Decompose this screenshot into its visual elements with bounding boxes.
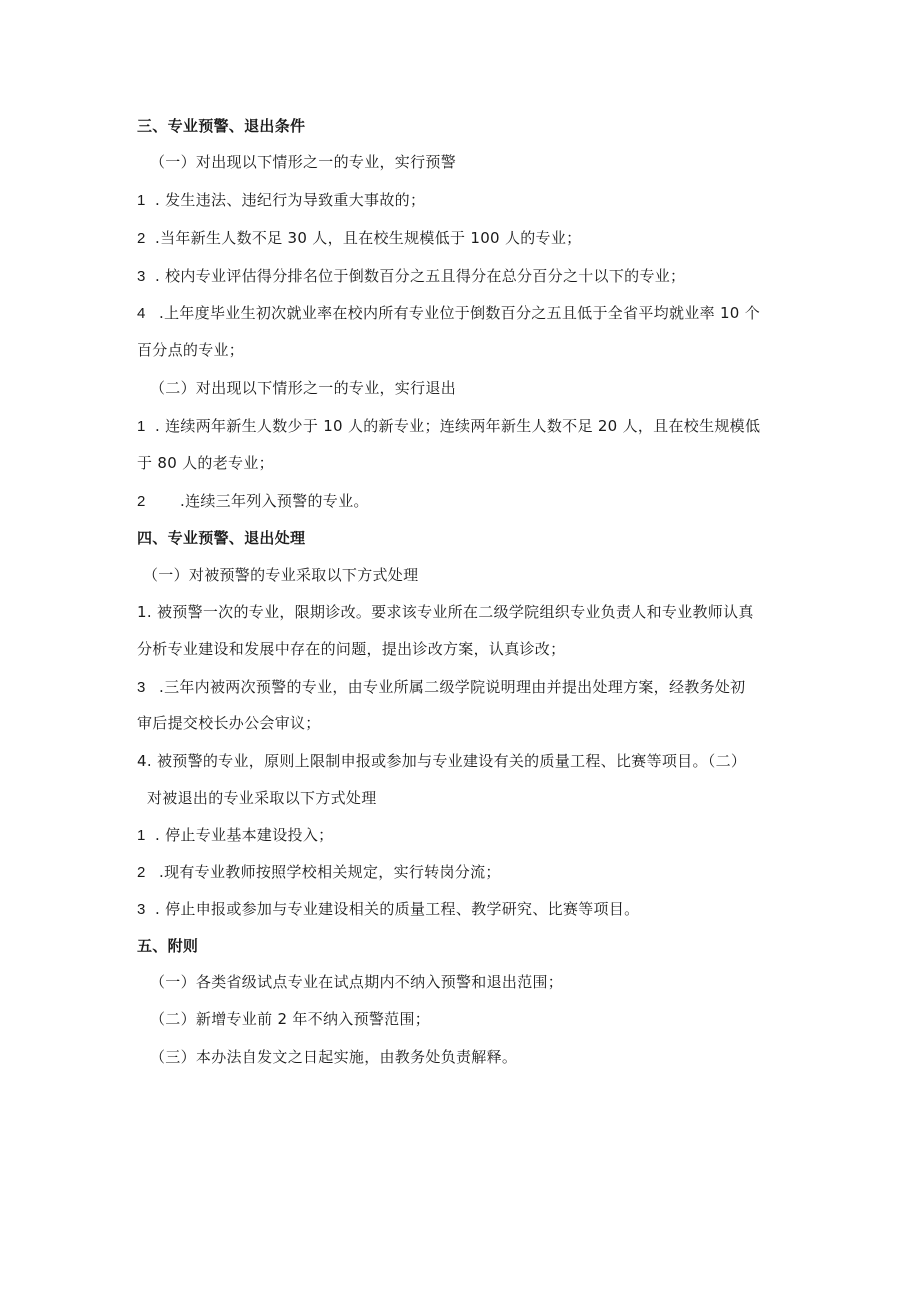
subheading-warning-handling: （一）对被预警的专业采取以下方式处理 [143,566,419,584]
item-number: 2 [137,864,146,881]
item-text: . 校内专业评估得分排名位于倒数百分之五且得分在总分百分之十以下的专业； [155,267,686,285]
item-number: 1 [137,827,146,844]
list-item [137,303,760,324]
list-item [137,677,745,698]
item-number: 1 [137,418,146,435]
item-number: 3 [137,679,146,696]
item-text: .现有专业教师按照学校相关规定，实行转岗分流； [159,863,501,881]
item-number: 4 [137,305,146,322]
appendix-item: （三）本办法自发文之日起实施，由教务处负责解释。 [150,1048,518,1066]
item-number: 2 [137,230,146,247]
item-number: 3 [137,901,146,918]
list-item-continuation: 于 80 人的老专业； [137,454,274,472]
list-item [137,266,685,287]
item-text: .当年新生人数不足 30 人，且在校生规模低于 100 人的专业； [155,229,582,247]
item-number: 3 [137,268,146,285]
list-item [137,228,581,249]
subheading-exit-conditions: （二）对出现以下情形之一的专业，实行退出 [150,379,457,397]
item-text: .三年内被两次预警的专业，由专业所属二级学院说明理由并提出处理方案，经教务处初 [159,678,746,696]
list-item-continuation: 百分点的专业； [137,341,245,359]
section-heading-4: 四、专业预警、退出处理 [137,529,306,547]
list-item [137,190,425,211]
paragraph: 1. 被预警一次的专业，限期诊改。要求该专业所在二级学院组织专业负责人和专业教师认真 [137,603,754,621]
list-item [137,825,333,846]
paragraph: 4. 被预警的专业，原则上限制申报或参加与专业建设有关的质量工程、比赛等项目。（二） [137,752,747,770]
item-number: 2 [137,493,146,510]
list-item [137,899,639,920]
section-heading-3: 三、专业预警、退出条件 [137,117,306,135]
item-number: 1 [137,192,146,209]
section-heading-5: 五、附则 [137,937,199,955]
item-text: . 发生违法、违纪行为导致重大事故的； [155,191,426,209]
item-text: . 停止申报或参加与专业建设相关的质量工程、教学研究、比赛等项目。 [155,900,640,918]
list-item [137,416,760,437]
appendix-item: （一）各类省级试点专业在试点期内不纳入预警和退出范围； [150,973,564,991]
item-text: . 连续两年新生人数少于 10 人的新专业；连续两年新生人数不足 20 人，且在校生规模低 [155,417,761,435]
item-text: .上年度毕业生初次就业率在校内所有专业位于倒数百分之五且低于全省平均就业率 10 个 [159,304,760,322]
paragraph-continuation: 分析专业建设和发展中存在的问题，提出诊改方案，认真诊改； [137,640,566,658]
list-item [137,862,501,883]
subheading-exit-handling: 对被退出的专业采取以下方式处理 [147,789,377,807]
item-text: . 停止专业基本建设投入； [155,826,334,844]
list-item [137,491,369,512]
list-item-continuation: 审后提交校长办公会审议； [137,714,321,732]
subheading-warning-conditions: （一）对出现以下情形之一的专业，实行预警 [150,153,457,171]
appendix-item: （二）新增专业前 2 年不纳入预警范围； [150,1010,431,1028]
item-text: .连续三年列入预警的专业。 [180,492,369,510]
